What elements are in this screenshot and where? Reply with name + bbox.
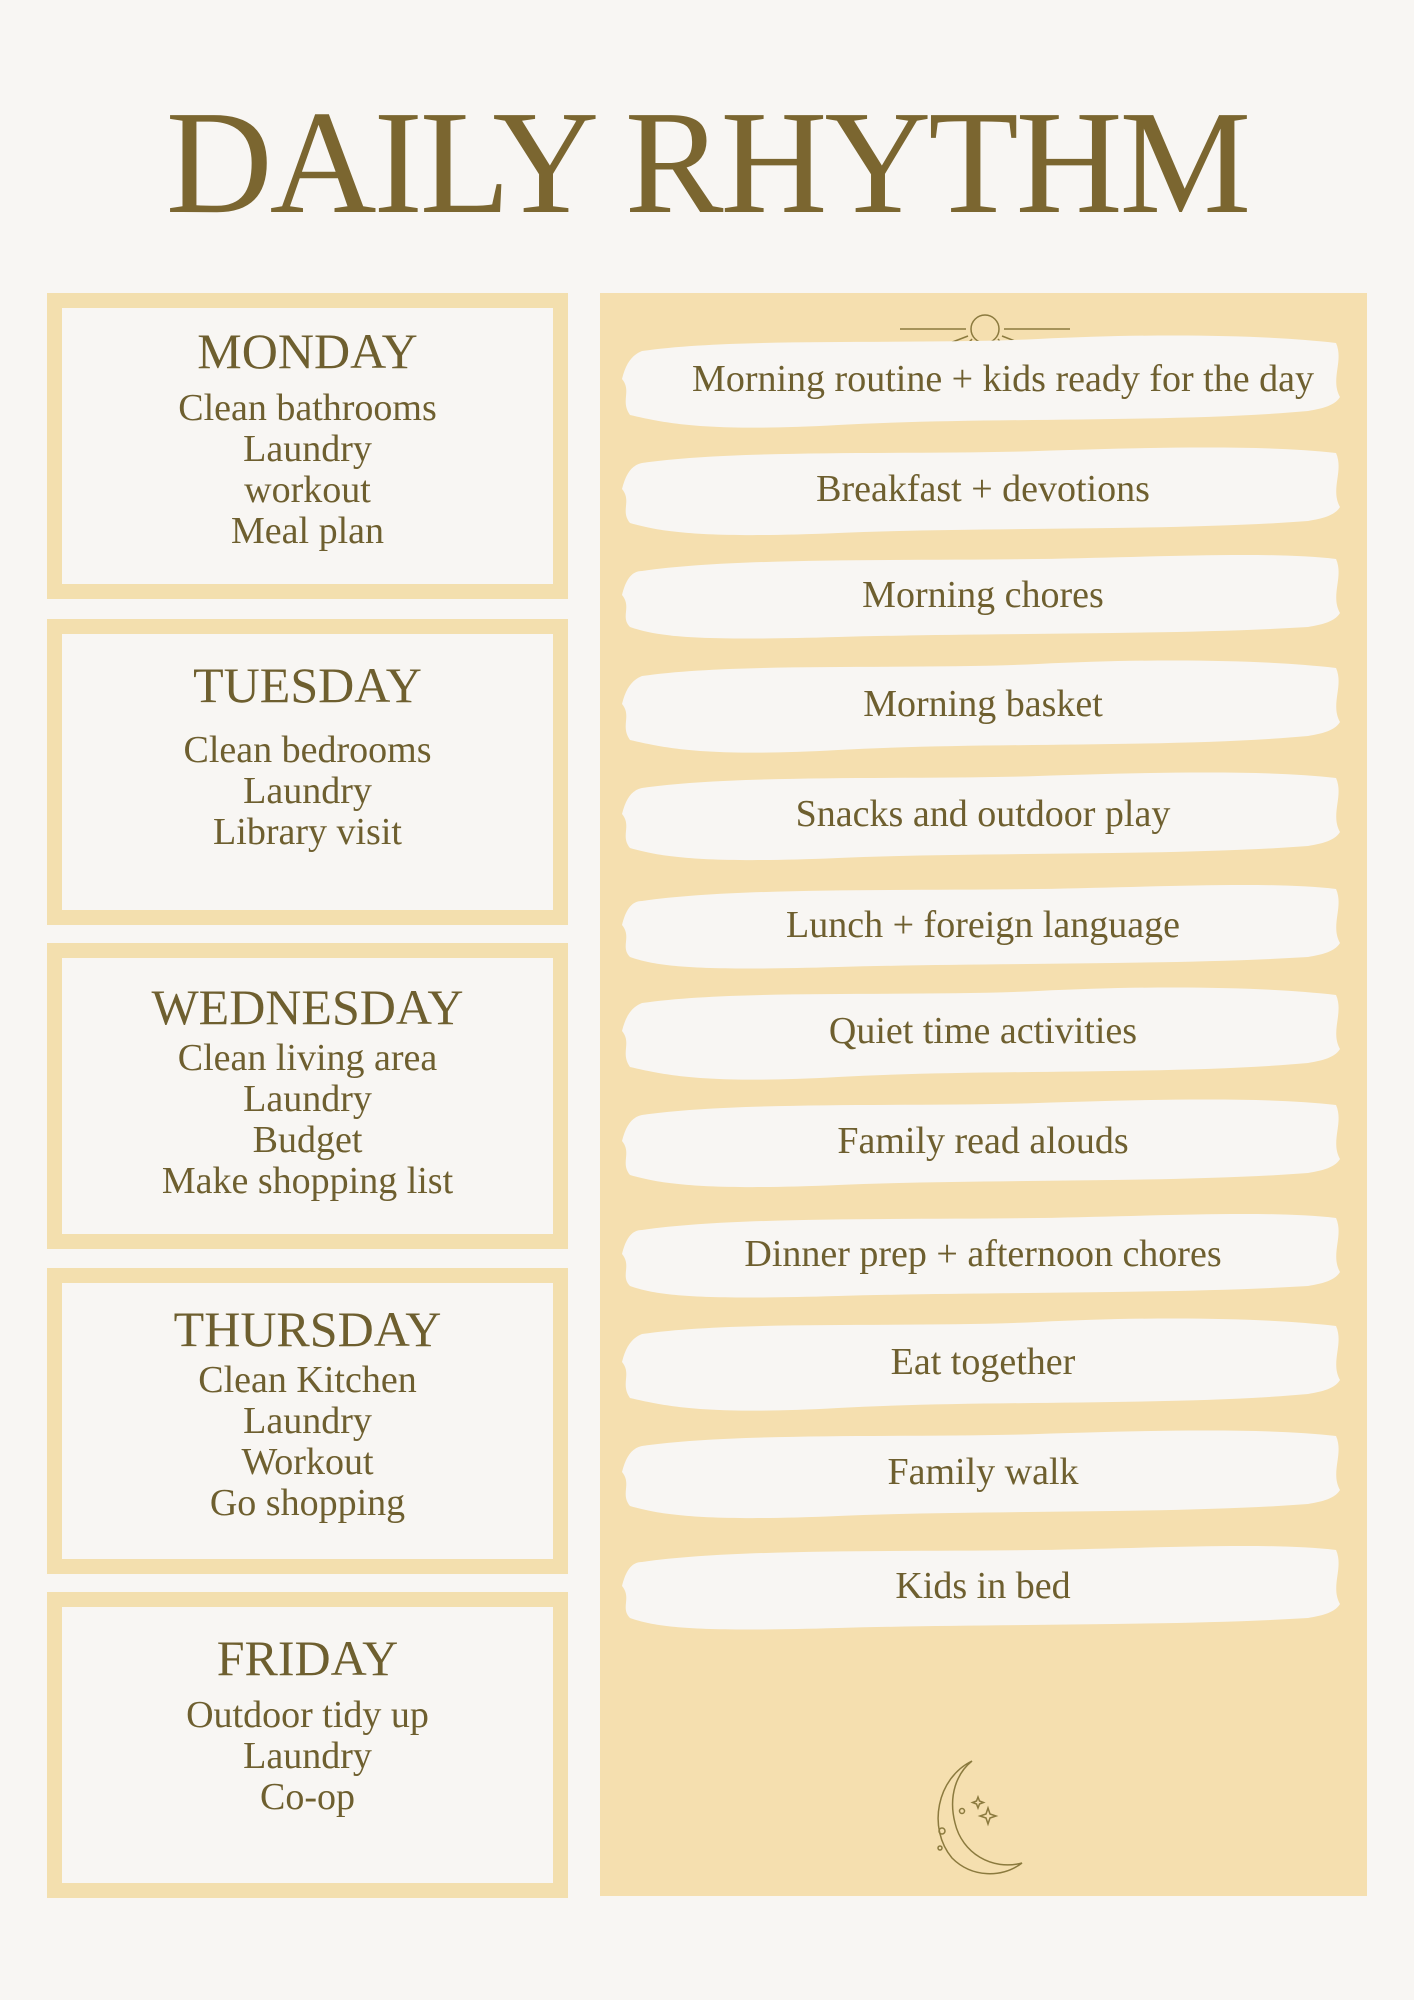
- schedule-slot: [618, 1314, 1348, 1410]
- schedule-item: Kids in bed: [895, 1564, 1071, 1607]
- day-name: THURSDAY: [173, 1301, 442, 1357]
- schedule-slot: [618, 1093, 1348, 1189]
- schedule-slot: [618, 877, 1348, 973]
- task-item: Library visit: [213, 811, 402, 853]
- task-item: workout: [244, 469, 371, 511]
- moon-icon: [922, 1753, 1042, 1883]
- task-item: Outdoor tidy up: [186, 1694, 429, 1736]
- day-name: FRIDAY: [216, 1630, 399, 1686]
- schedule-item: Morning chores: [862, 573, 1104, 616]
- day-card-friday: [47, 1592, 568, 1898]
- day-card-tuesday: [47, 619, 568, 925]
- schedule-item: Quiet time activities: [828, 1009, 1138, 1052]
- task-item: Workout: [241, 1441, 374, 1483]
- task-item: Laundry: [243, 1400, 372, 1442]
- day-name: TUESDAY: [193, 657, 422, 713]
- schedule-slot: [618, 1538, 1348, 1634]
- task-item: Go shopping: [209, 1482, 406, 1524]
- schedule-item: Breakfast + devotions: [816, 467, 1150, 510]
- schedule-slot: [618, 1206, 1348, 1302]
- schedule-slot: [618, 331, 1348, 427]
- schedule-item: Lunch + foreign language: [786, 903, 1180, 946]
- task-item: Clean living area: [177, 1037, 438, 1079]
- task-item: Clean bathrooms: [178, 387, 437, 429]
- day-card-monday: [47, 293, 568, 599]
- schedule-slot: [618, 1424, 1348, 1520]
- task-item: Co-op: [260, 1776, 355, 1818]
- schedule-panel: [600, 293, 1367, 1896]
- task-item: Budget: [252, 1119, 363, 1161]
- task-item: Clean Kitchen: [198, 1359, 417, 1401]
- schedule-item: Snacks and outdoor play: [795, 792, 1171, 835]
- day-name: MONDAY: [197, 323, 418, 379]
- task-item: Laundry: [243, 770, 372, 812]
- task-item: Clean bedrooms: [183, 729, 432, 771]
- schedule-item: Family read alouds: [837, 1119, 1129, 1162]
- task-item: Make shopping list: [161, 1160, 454, 1202]
- day-card-wednesday: [47, 943, 568, 1249]
- day-name: WEDNESDAY: [151, 979, 464, 1035]
- schedule-item: Morning basket: [863, 682, 1103, 725]
- schedule-slot: [618, 656, 1348, 752]
- task-item: Laundry: [243, 1078, 372, 1120]
- schedule-item: Morning routine + kids ready for the day: [692, 357, 1314, 400]
- schedule-slot: [618, 441, 1348, 537]
- schedule-item: Family walk: [887, 1450, 1079, 1493]
- task-item: Laundry: [243, 428, 372, 470]
- page-title: DAILY RHYTHM: [165, 81, 1249, 245]
- schedule-item: Dinner prep + afternoon chores: [744, 1232, 1222, 1275]
- task-item: Meal plan: [230, 510, 384, 552]
- day-card-thursday: [47, 1268, 568, 1574]
- schedule-item: Eat together: [890, 1340, 1076, 1383]
- task-item: Laundry: [243, 1735, 372, 1777]
- schedule-slot: [618, 983, 1348, 1079]
- schedule-slot: [618, 766, 1348, 862]
- schedule-slot: [618, 547, 1348, 643]
